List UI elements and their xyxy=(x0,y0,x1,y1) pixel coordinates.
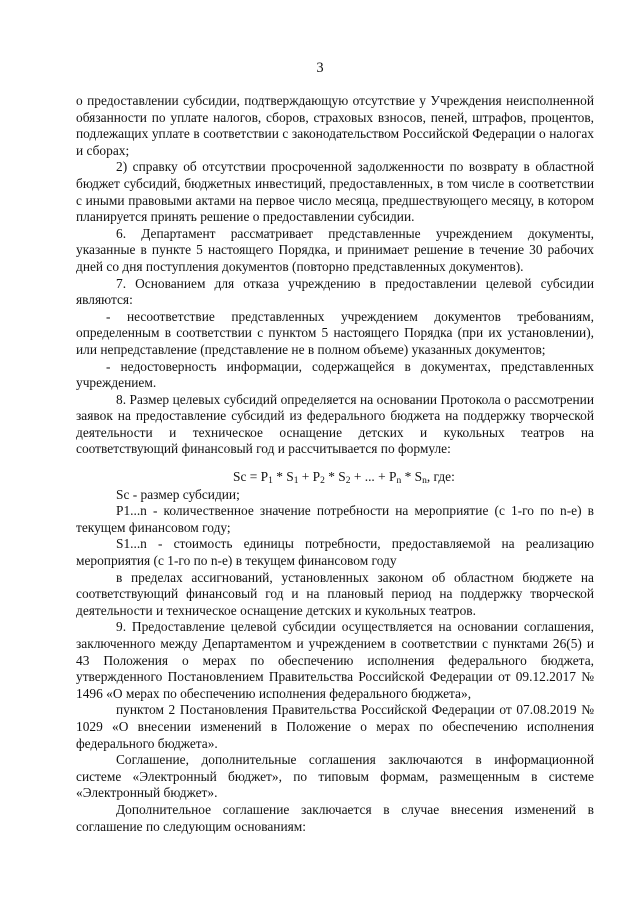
refusal-reason-1: - несоответствие представленных учреждением документов требованиям, определенным в соответствии с пунктом 5 настоящего Порядка (при их установлении), или непредставление (представление не в полном объеме) указанных документов; xyxy=(76,308,594,357)
formula-definition-s: S1...n - стоимость единицы потребности, предоставляемой на реализацию мероприятия (с 1-го по n-е) в текущем финансовом году xyxy=(76,536,594,569)
paragraph-electronic-budget: Соглашение, дополнительные соглашения заключаются в информационной системе «Электронный бюджет», по типовым формам, размещенным в системе «Электронный бюджет». xyxy=(76,752,594,801)
paragraph-9: 9. Предоставление целевой субсидии осуществляется на основании соглашения, заключенного между Департаментом и учреждением в соответствии с пунктами 26(5) и 43 Положения о мерах по обеспечению исполнения федерального бюджета, утвержденного Постановлением Правительства Российской Федерации от 09.12.2017 № 1496 «О мерах по обеспечению исполнения федерального бюджета», xyxy=(76,619,594,701)
subsidy-formula: $Sc = P_1 * S_1 + P_2 * S_2$ + ... + $P_n * S_n$, где: xyxy=(233,469,455,487)
paragraph-item-2: 2) справку об отсутствии просроченной задолженности по возврату в областной бюджет субсидий, бюджетных инвестиций, предоставленных, в том числе в соответствии с иными правовыми актами на первое число месяца, предшествующего месяцу, в котором планируется принять решение о предоставлении субсидии. xyxy=(76,159,594,225)
paragraph-assignments: в пределах ассигнований, установленных законом об областном бюджете на соответствующий финансовый год и на плановый период на поддержку творческой деятельности и техническое оснащение детских и кукольных театров. xyxy=(76,569,594,618)
paragraph-7: 7. Основанием для отказа учреждению в предоставлении целевой субсидии являются: xyxy=(76,275,594,308)
paragraph-continuation: о предоставлении субсидии, подтверждающую отсутствие у Учреждения неисполненной обязанности по уплате налогов, сборов, страховых взносов, пеней, штрафов, процентов, подлежащих уплате в соответствии с законодательством Российской Федерации о налогах и сборах; xyxy=(76,93,594,158)
refusal-reason-2: - недостоверность информации, содержащейся в документах, представленных учреждением. xyxy=(76,358,594,391)
page-number: 3 xyxy=(316,60,324,76)
formula-definition-sc: Sc - размер субсидии; xyxy=(116,486,240,502)
paragraph-6: 6. Департамент рассматривает представленные учреждением документы, указанные в пункте 5 настоящего Порядка, и принимает решение в течение 30 рабочих дней со дня поступления документов (повторно представленных документов). xyxy=(76,225,594,274)
paragraph-supplementary-agreement: Дополнительное соглашение заключается в случае внесения изменений в соглашение по следующим основаниям: xyxy=(76,801,594,834)
paragraph-decree-reference: пунктом 2 Постановления Правительства Российской Федерации от 07.08.2019 № 1029 «О внесении изменений в Положение о мерах по обеспечению исполнения федерального бюджета». xyxy=(76,702,594,751)
paragraph-8: 8. Размер целевых субсидий определяется на основании Протокола о рассмотрении заявок на предоставление субсидий из федерального бюджета на поддержку творческой деятельности и техническое оснащение детских и кукольных театров на соответствующий финансовый год и рассчитывается по формуле: xyxy=(76,391,594,457)
formula-definition-p: P1...n - количественное значение потребности на мероприятие (с 1-го по n-е) в текущем финансовом году; xyxy=(76,503,594,535)
document-body xyxy=(76,93,594,835)
